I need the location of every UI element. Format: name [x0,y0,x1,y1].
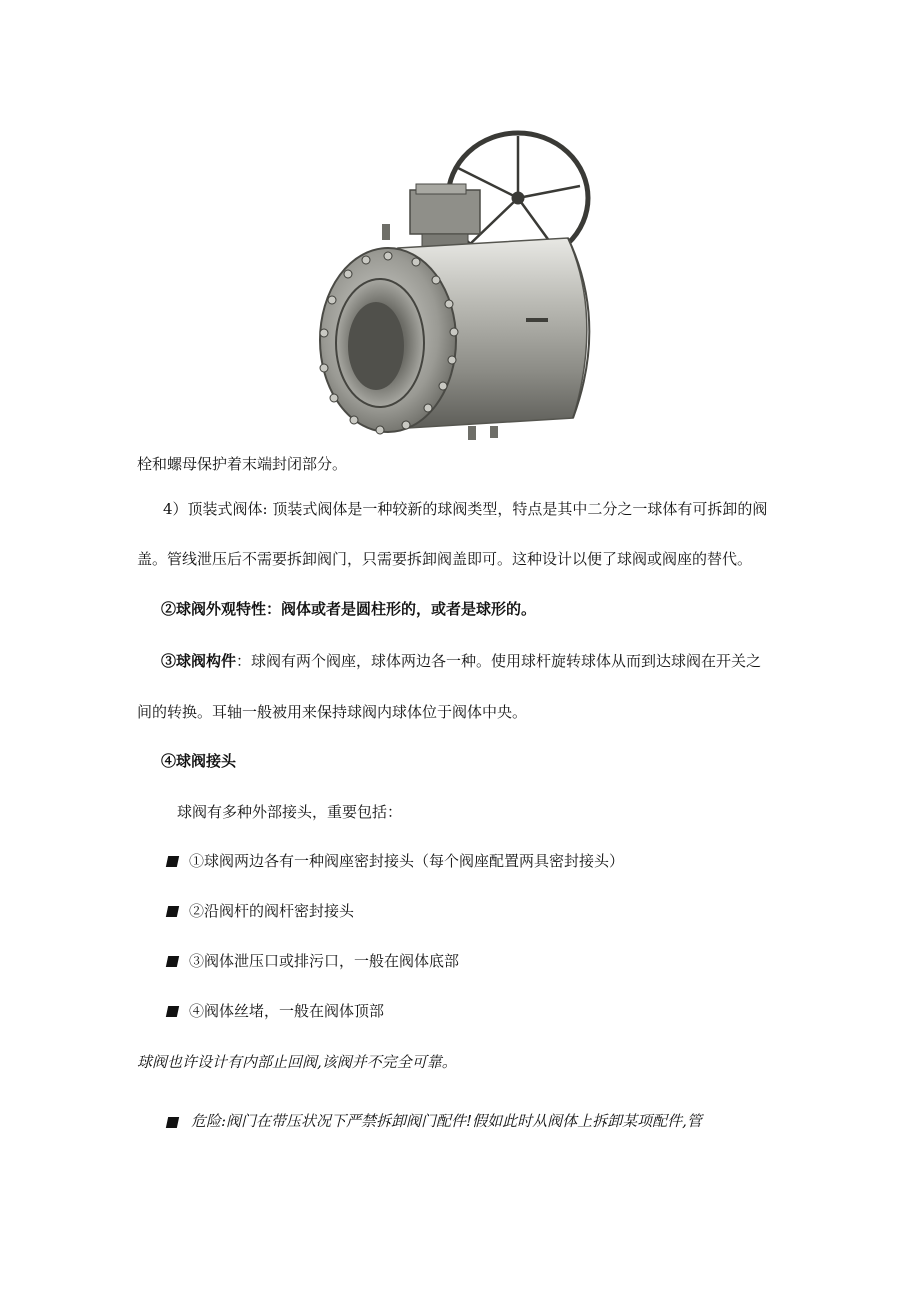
paragraph-components-line2: 间的转换。耳轴一般被用来保持球阀内球体位于阀体中央。 [137,703,528,721]
list-item: ③阀体泄压口或排污口，一般在阀体底部 [189,952,460,970]
list-item: ④阀体丝堵，一般在阀体顶部 [189,1002,385,1020]
heading-joints: ④球阀接头 [161,752,237,770]
list-item: ②沿阀杆的阀杆密封接头 [189,902,355,920]
bullet-square-icon [166,956,179,967]
bullet-square-icon [166,1117,179,1128]
heading-appearance: ②球阀外观特性：阀体或者是圆柱形的，或者是球形的。 [161,600,537,618]
bullet-square-icon [166,906,179,917]
paragraph-top-entry-line2: 盖。管线泄压后不需要拆卸阀门，只需要拆卸阀盖即可。这种设计以便了球阀或阀座的替代。 [137,550,753,568]
paragraph-check-valve-note: 球阀也许设计有内部止回阀,该阀并不完全可靠。 [137,1053,457,1071]
paragraph-continuation: 栓和螺母保护着末端封闭部分。 [137,455,348,473]
paragraph-joints-intro: 球阀有多种外部接头，重要包括： [177,803,403,821]
components-text: ：球阀有两个阀座，球体两边各一种。使用球杆旋转球体从而到达球阀在开关之 [236,652,762,670]
heading-components: ③球阀构件 [161,652,237,670]
danger-warning: 危险:阀门在带压状况下严禁拆卸阀门配件!假如此时从阀体上拆卸某项配件,管 [191,1112,702,1130]
bullet-square-icon [166,856,179,867]
bullet-square-icon [166,1006,179,1017]
ball-valve-photo [318,128,600,446]
paragraph-components-line1 [161,651,761,671]
list-item: ①球阀两边各有一种阀座密封接头（每个阀座配置两具密封接头） [189,852,625,870]
paragraph-top-entry-line1: 4）顶装式阀体: 顶装式阀体是一种较新的球阀类型，特点是其中二分之一球体有可拆卸的阀 [163,500,768,518]
